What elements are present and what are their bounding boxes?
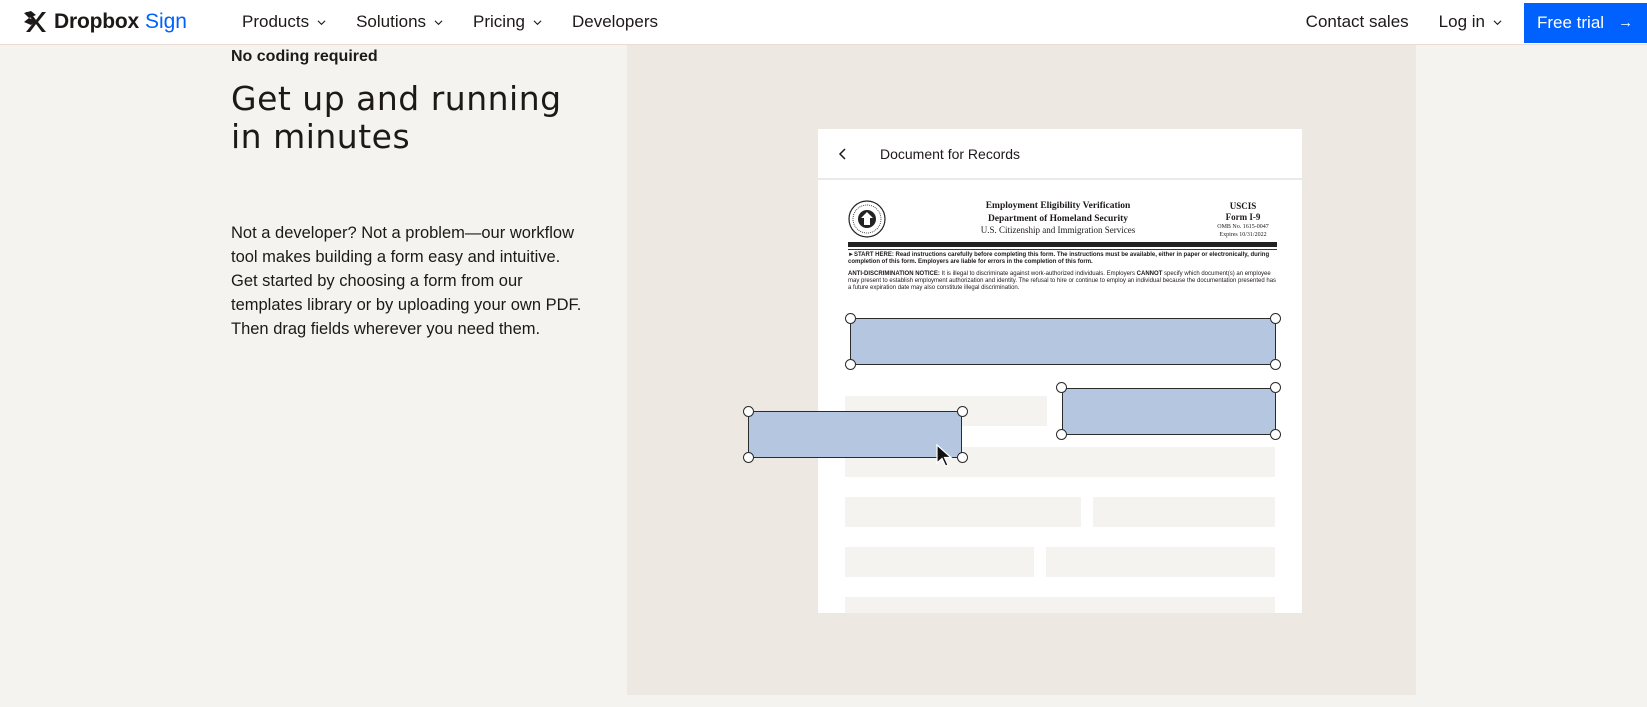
nav-item-label: Solutions — [356, 12, 427, 31]
top-nav — [0, 0, 1647, 45]
form-field-dragging[interactable] — [748, 411, 962, 458]
form-field-placeholder — [845, 547, 1034, 577]
form-field-placeholder — [845, 597, 1275, 613]
mouse-pointer-icon — [935, 443, 953, 469]
contact-sales-link[interactable]: Contact sales — [1305, 12, 1409, 31]
resize-handle[interactable] — [1270, 429, 1281, 440]
anti-cannot: CANNOT — [1136, 271, 1163, 277]
login-menu[interactable] — [1439, 12, 1502, 32]
form-field-placeholder — [1046, 547, 1275, 577]
anti-text-1: It is illegal to discriminate against work-authorized individuals. Employers — [941, 271, 1135, 277]
start-here-notice: ►START HERE: Read instructions carefully before completing this form. The instructions must be available, either in paper or electronically, during completion of this form. Employers are liable for errors in the completion of this form. — [848, 252, 1270, 265]
resize-handle[interactable] — [957, 452, 968, 463]
chevron-left-icon[interactable] — [836, 147, 850, 161]
resize-handle[interactable] — [743, 406, 754, 417]
anti-discrimination-notice — [848, 271, 1278, 292]
document-header — [818, 129, 1302, 180]
nav-item-products[interactable] — [242, 12, 326, 32]
form-number: Form I-9 — [1225, 212, 1261, 222]
nav-actions — [1306, 0, 1647, 44]
anti-text-2: specify which document(s) an employee may present to establish employment authorization and identity. The refusal to hire or continue to employ an individual because the documentation presented has a future expiration date may also constitute illegal discrimination. — [848, 271, 1277, 291]
resize-handle[interactable] — [845, 313, 856, 324]
section-eyebrow: No coding required — [231, 48, 378, 65]
form-divider-thin — [848, 249, 1277, 250]
form-id-block — [1208, 201, 1278, 239]
form-field-placeholder — [845, 497, 1081, 527]
form-omb: OMB No. 1615-0047 — [1217, 224, 1269, 230]
chevron-down-icon — [1493, 18, 1502, 27]
nav-links — [242, 0, 688, 44]
brand-product-name: Sign — [144, 10, 187, 33]
chevron-down-icon — [434, 18, 443, 27]
dhs-seal-icon — [848, 200, 886, 238]
nav-item-solutions[interactable] — [356, 12, 443, 32]
section-body: Not a developer? Not a problem—our workflow tool makes building a form easy and intuitive. Get started by choosing a form from our templates library or by uploading your own PDF. Then drag fields wherever you need them. — [231, 224, 582, 338]
document-title: Document for Records — [880, 145, 1021, 162]
nav-item-label: Products — [242, 12, 310, 31]
resize-handle[interactable] — [1270, 359, 1281, 370]
nav-item-pricing[interactable] — [473, 12, 542, 32]
resize-handle[interactable] — [1056, 382, 1067, 393]
document-preview — [818, 129, 1302, 613]
free-trial-button[interactable] — [1524, 3, 1647, 43]
nav-item-label: Pricing — [473, 12, 525, 31]
form-field-placeholder — [1093, 497, 1275, 527]
form-agency-short: USCIS — [1229, 201, 1257, 211]
form-agency: U.S. Citizenship and Immigration Services — [980, 225, 1136, 235]
chevron-down-icon — [317, 18, 326, 27]
resize-handle[interactable] — [1056, 429, 1067, 440]
form-field-right[interactable] — [1062, 388, 1276, 435]
resize-handle[interactable] — [1270, 382, 1281, 393]
free-trial-label: Free trial — [1537, 12, 1605, 32]
form-department: Department of Homeland Security — [987, 214, 1129, 224]
dropbox-sign-logo[interactable] — [24, 8, 187, 36]
resize-handle[interactable] — [743, 452, 754, 463]
dropbox-logo-icon — [24, 11, 48, 33]
section-headline: Get up and running in minutes — [231, 79, 562, 156]
nav-item-label: Developers — [572, 12, 658, 31]
resize-handle[interactable] — [1270, 313, 1281, 324]
resize-handle[interactable] — [845, 359, 856, 370]
form-expires: Expires 10/31/2022 — [1219, 232, 1267, 238]
form-title: Employment Eligibility Verification — [985, 201, 1131, 211]
anti-label: ANTI-DISCRIMINATION NOTICE: — [848, 271, 940, 277]
form-field-wide[interactable] — [850, 318, 1276, 365]
brand-name: Dropbox — [54, 10, 139, 33]
form-heading — [928, 200, 1188, 236]
form-divider-thick — [848, 242, 1277, 247]
chevron-down-icon — [533, 18, 542, 27]
arrow-right-icon: → — [1618, 14, 1634, 31]
nav-item-developers[interactable] — [572, 12, 658, 32]
resize-handle[interactable] — [957, 406, 968, 417]
login-label: Log in — [1438, 12, 1485, 31]
